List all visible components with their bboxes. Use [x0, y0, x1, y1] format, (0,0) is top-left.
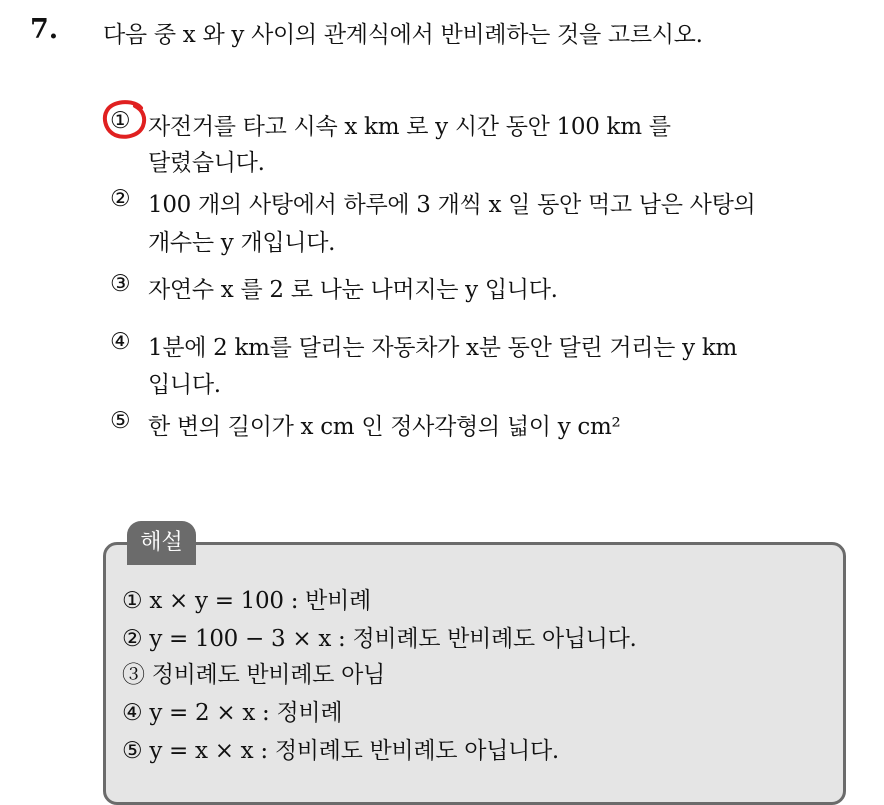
choice-text-continued: 달렸습니다. — [148, 150, 265, 176]
choice-text-continued: 개수는 y 개입니다. — [148, 230, 336, 256]
choice-mark: ⑤ — [110, 408, 131, 434]
choice-text: 자연수 x 를 2 로 나눈 나머지는 y 입니다. — [148, 277, 558, 303]
choice-2[interactable] — [110, 186, 756, 256]
explanation-line-3: ③ 정비례도 반비례도 아님 — [122, 662, 385, 688]
choice-5[interactable] — [110, 408, 621, 440]
choice-3[interactable] — [110, 271, 558, 303]
explanation-line-1: ① x × y = 100 : 반비례 — [122, 588, 371, 614]
question-number: 7. — [30, 14, 59, 45]
choice-text: 한 변의 길이가 x cm 인 정사각형의 넓이 y cm² — [148, 414, 621, 440]
choice-mark: ④ — [110, 329, 131, 355]
choice-text: 100 개의 사탕에서 하루에 3 개씩 x 일 동안 먹고 남은 사탕의 — [148, 192, 756, 218]
choice-1[interactable] — [110, 108, 671, 176]
question-text: 다음 중 x 와 y 사이의 관계식에서 반비례하는 것을 고르시오. — [103, 22, 703, 48]
explanation-tab: 해설 — [127, 521, 196, 565]
explanation-line-2: ② y = 100 − 3 × x : 정비례도 반비례도 아닙니다. — [122, 626, 637, 652]
choice-mark: ① — [110, 108, 131, 134]
choice-text-continued: 입니다. — [148, 372, 221, 398]
explanation-line-5: ⑤ y = x × x : 정비례도 반비례도 아닙니다. — [122, 738, 559, 764]
choice-text: 자전거를 타고 시속 x km 로 y 시간 동안 100 km 를 — [148, 114, 671, 140]
choice-mark: ③ — [110, 271, 131, 297]
choice-4[interactable] — [110, 329, 737, 398]
explanation-line-4: ④ y = 2 × x : 정비례 — [122, 700, 343, 726]
choice-text: 1분에 2 km를 달리는 자동차가 x분 동안 달린 거리는 y km — [148, 335, 737, 361]
choice-mark: ② — [110, 186, 131, 212]
